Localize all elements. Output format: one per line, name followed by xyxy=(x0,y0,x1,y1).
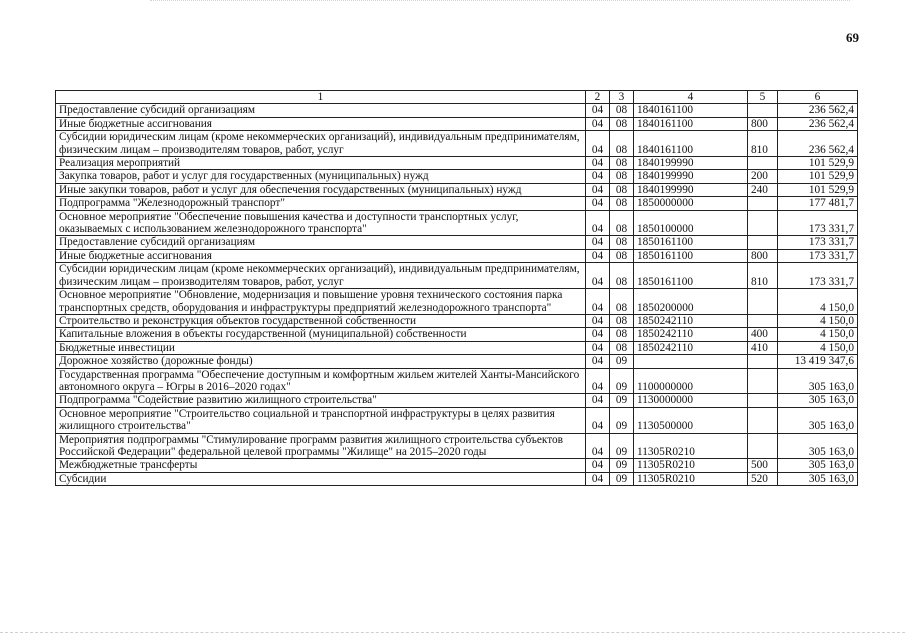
cell-target-code: 1840161100 xyxy=(634,131,748,157)
table-row xyxy=(56,263,858,289)
table-row xyxy=(56,183,858,196)
cell-subsection: 08 xyxy=(610,157,634,170)
cell-expense-type: 800 xyxy=(748,249,778,262)
cell-amount: 236 562,4 xyxy=(778,131,858,157)
cell-amount: 101 529,9 xyxy=(778,183,858,196)
cell-target-code: 1850161100 xyxy=(634,249,748,262)
cell-subsection: 09 xyxy=(610,368,634,394)
cell-amount: 305 163,0 xyxy=(778,459,858,472)
cell-expense-type xyxy=(748,433,778,459)
cell-amount: 305 163,0 xyxy=(778,433,858,459)
cell-target-code: 11305R0210 xyxy=(634,472,748,485)
header-cell-subsection: 3 xyxy=(610,91,634,104)
cell-subsection: 08 xyxy=(610,104,634,117)
cell-amount: 305 163,0 xyxy=(778,368,858,394)
header-cell-section: 2 xyxy=(586,91,610,104)
cell-expense-type: 200 xyxy=(748,170,778,183)
cell-name: Иные бюджетные ассигнования xyxy=(56,117,586,130)
table-row xyxy=(56,341,858,354)
cell-target-code: 1840161100 xyxy=(634,104,748,117)
cell-name: Предоставление субсидий организациям xyxy=(56,236,586,249)
cell-expense-type: 810 xyxy=(748,263,778,289)
cell-expense-type xyxy=(748,289,778,315)
cell-name: Иные закупки товаров, работ и услуг для обеспечения государственных (муниципальных) нужд xyxy=(56,183,586,196)
cell-amount: 173 331,7 xyxy=(778,249,858,262)
cell-amount: 173 331,7 xyxy=(778,263,858,289)
cell-target-code: 1840199990 xyxy=(634,157,748,170)
header-cell-expense-type: 5 xyxy=(748,91,778,104)
cell-amount: 236 562,4 xyxy=(778,104,858,117)
cell-amount: 305 163,0 xyxy=(778,407,858,433)
cell-section: 04 xyxy=(586,197,610,210)
cell-name: Государственная программа "Обеспечение доступным и комфортным жильем жителей Ханты-Мансийского автономного округа – Югры в 2016–2020 годах" xyxy=(56,368,586,394)
cell-name: Субсидии юридическим лицам (кроме некоммерческих организаций), индивидуальным предпринимателям, физическим лицам – производителям товаров, работ, услуг xyxy=(56,131,586,157)
cell-subsection: 08 xyxy=(610,117,634,130)
table-row xyxy=(56,355,858,368)
cell-target-code xyxy=(634,355,748,368)
cell-target-code: 1840161100 xyxy=(634,117,748,130)
cell-expense-type: 810 xyxy=(748,131,778,157)
cell-name: Субсидии юридическим лицам (кроме некоммерческих организаций), индивидуальным предпринимателям, физическим лицам – производителям товаров, работ, услуг xyxy=(56,263,586,289)
cell-expense-type xyxy=(748,394,778,407)
page-number: 69 xyxy=(846,30,859,45)
cell-subsection: 08 xyxy=(610,289,634,315)
cell-name: Основное мероприятие "Строительство социальной и транспортной инфраструктуры в целях развития жилищного строительства" xyxy=(56,407,586,433)
header-cell-amount: 6 xyxy=(778,91,858,104)
cell-target-code: 1850161100 xyxy=(634,263,748,289)
cell-name: Закупка товаров, работ и услуг для государственных (муниципальных) нужд xyxy=(56,170,586,183)
cell-name: Иные бюджетные ассигнования xyxy=(56,249,586,262)
budget-table xyxy=(55,90,858,486)
cell-expense-type xyxy=(748,407,778,433)
table-row xyxy=(56,328,858,341)
table-row xyxy=(56,433,858,459)
header-cell-name: 1 xyxy=(56,91,586,104)
cell-expense-type xyxy=(748,368,778,394)
cell-name: Дорожное хозяйство (дорожные фонды) xyxy=(56,355,586,368)
cell-name: Субсидии xyxy=(56,472,586,485)
cell-expense-type xyxy=(748,197,778,210)
cell-expense-type xyxy=(748,210,778,236)
table-row xyxy=(56,117,858,130)
scan-top-edge xyxy=(150,0,850,5)
cell-expense-type: 240 xyxy=(748,183,778,196)
cell-name: Капитальные вложения в объекты государственной (муниципальной) собственности xyxy=(56,328,586,341)
budget-table-body xyxy=(56,91,858,486)
cell-subsection: 08 xyxy=(610,263,634,289)
cell-target-code: 1850000000 xyxy=(634,197,748,210)
cell-target-code: 1840199990 xyxy=(634,183,748,196)
cell-section: 04 xyxy=(586,394,610,407)
cell-subsection: 08 xyxy=(610,236,634,249)
cell-target-code: 1850242110 xyxy=(634,328,748,341)
cell-amount: 101 529,9 xyxy=(778,170,858,183)
cell-target-code: 1130500000 xyxy=(634,407,748,433)
cell-section: 04 xyxy=(586,328,610,341)
cell-amount: 173 331,7 xyxy=(778,210,858,236)
cell-amount: 177 481,7 xyxy=(778,197,858,210)
table-row xyxy=(56,170,858,183)
cell-subsection: 08 xyxy=(610,341,634,354)
cell-expense-type xyxy=(748,314,778,327)
cell-section: 04 xyxy=(586,289,610,315)
cell-subsection: 08 xyxy=(610,210,634,236)
table-row xyxy=(56,289,858,315)
cell-expense-type: 400 xyxy=(748,328,778,341)
cell-name: Строительство и реконструкция объектов государственной собственности xyxy=(56,314,586,327)
table-row xyxy=(56,249,858,262)
cell-section: 04 xyxy=(586,407,610,433)
cell-subsection: 09 xyxy=(610,472,634,485)
cell-expense-type: 500 xyxy=(748,459,778,472)
table-row xyxy=(56,459,858,472)
cell-section: 04 xyxy=(586,170,610,183)
cell-name: Межбюджетные трансферты xyxy=(56,459,586,472)
cell-target-code: 1840199990 xyxy=(634,170,748,183)
table-row xyxy=(56,368,858,394)
cell-subsection: 08 xyxy=(610,183,634,196)
table-row xyxy=(56,131,858,157)
cell-subsection: 09 xyxy=(610,459,634,472)
cell-amount: 4 150,0 xyxy=(778,289,858,315)
table-row xyxy=(56,104,858,117)
cell-section: 04 xyxy=(586,104,610,117)
cell-name: Подпрограмма "Содействие развитию жилищного строительства" xyxy=(56,394,586,407)
cell-amount: 101 529,9 xyxy=(778,157,858,170)
cell-subsection: 09 xyxy=(610,433,634,459)
cell-target-code: 1850100000 xyxy=(634,210,748,236)
cell-amount: 305 163,0 xyxy=(778,472,858,485)
cell-subsection: 08 xyxy=(610,170,634,183)
cell-amount: 4 150,0 xyxy=(778,341,858,354)
cell-subsection: 08 xyxy=(610,249,634,262)
cell-expense-type xyxy=(748,104,778,117)
cell-section: 04 xyxy=(586,183,610,196)
cell-section: 04 xyxy=(586,117,610,130)
cell-name: Подпрограмма "Железнодорожный транспорт" xyxy=(56,197,586,210)
table-row xyxy=(56,157,858,170)
cell-subsection: 08 xyxy=(610,314,634,327)
table-row xyxy=(56,394,858,407)
cell-section: 04 xyxy=(586,249,610,262)
cell-target-code: 1850161100 xyxy=(634,236,748,249)
cell-section: 04 xyxy=(586,433,610,459)
cell-amount: 4 150,0 xyxy=(778,328,858,341)
cell-amount: 236 562,4 xyxy=(778,117,858,130)
table-row xyxy=(56,472,858,485)
cell-section: 04 xyxy=(586,355,610,368)
cell-subsection: 09 xyxy=(610,355,634,368)
cell-target-code: 1100000000 xyxy=(634,368,748,394)
cell-subsection: 08 xyxy=(610,197,634,210)
cell-name: Реализация мероприятий xyxy=(56,157,586,170)
cell-amount: 305 163,0 xyxy=(778,394,858,407)
cell-subsection: 09 xyxy=(610,394,634,407)
cell-section: 04 xyxy=(586,314,610,327)
cell-name: Предоставление субсидий организациям xyxy=(56,104,586,117)
cell-target-code: 1850242110 xyxy=(634,314,748,327)
cell-section: 04 xyxy=(586,368,610,394)
cell-target-code: 1130000000 xyxy=(634,394,748,407)
cell-section: 04 xyxy=(586,472,610,485)
cell-expense-type xyxy=(748,236,778,249)
cell-section: 04 xyxy=(586,341,610,354)
cell-amount: 4 150,0 xyxy=(778,314,858,327)
table-row xyxy=(56,314,858,327)
cell-section: 04 xyxy=(586,263,610,289)
table-header-row xyxy=(56,91,858,104)
cell-name: Бюджетные инвестиции xyxy=(56,341,586,354)
cell-target-code: 1850200000 xyxy=(634,289,748,315)
cell-expense-type: 410 xyxy=(748,341,778,354)
cell-section: 04 xyxy=(586,459,610,472)
table-row xyxy=(56,197,858,210)
cell-subsection: 08 xyxy=(610,328,634,341)
cell-expense-type: 520 xyxy=(748,472,778,485)
cell-section: 04 xyxy=(586,131,610,157)
header-cell-target-code: 4 xyxy=(634,91,748,104)
cell-amount: 13 419 347,6 xyxy=(778,355,858,368)
table-row xyxy=(56,407,858,433)
cell-amount: 173 331,7 xyxy=(778,236,858,249)
cell-expense-type xyxy=(748,355,778,368)
table-row xyxy=(56,236,858,249)
cell-section: 04 xyxy=(586,210,610,236)
cell-expense-type: 800 xyxy=(748,117,778,130)
cell-name: Основное мероприятие "Обеспечение повышения качества и доступности транспортных услуг, оказываемых с использованием железнодорожного транспорта" xyxy=(56,210,586,236)
cell-subsection: 08 xyxy=(610,131,634,157)
cell-target-code: 1850242110 xyxy=(634,341,748,354)
cell-target-code: 11305R0210 xyxy=(634,433,748,459)
cell-section: 04 xyxy=(586,157,610,170)
cell-name: Основное мероприятие "Обновление, модернизация и повышение уровня технического состояния парка транспортных средств, оборудования и инфраструктуры предприятий железнодорожного транспорта" xyxy=(56,289,586,315)
cell-target-code: 11305R0210 xyxy=(634,459,748,472)
cell-subsection: 09 xyxy=(610,407,634,433)
cell-expense-type xyxy=(748,157,778,170)
table-row xyxy=(56,210,858,236)
cell-name: Мероприятия подпрограммы "Стимулирование программ развития жилищного строительства субъектов Российской Федерации" федеральной целевой программы "Жилище" на 2015–2020 годы xyxy=(56,433,586,459)
scan-bottom-edge xyxy=(0,632,905,635)
cell-section: 04 xyxy=(586,236,610,249)
